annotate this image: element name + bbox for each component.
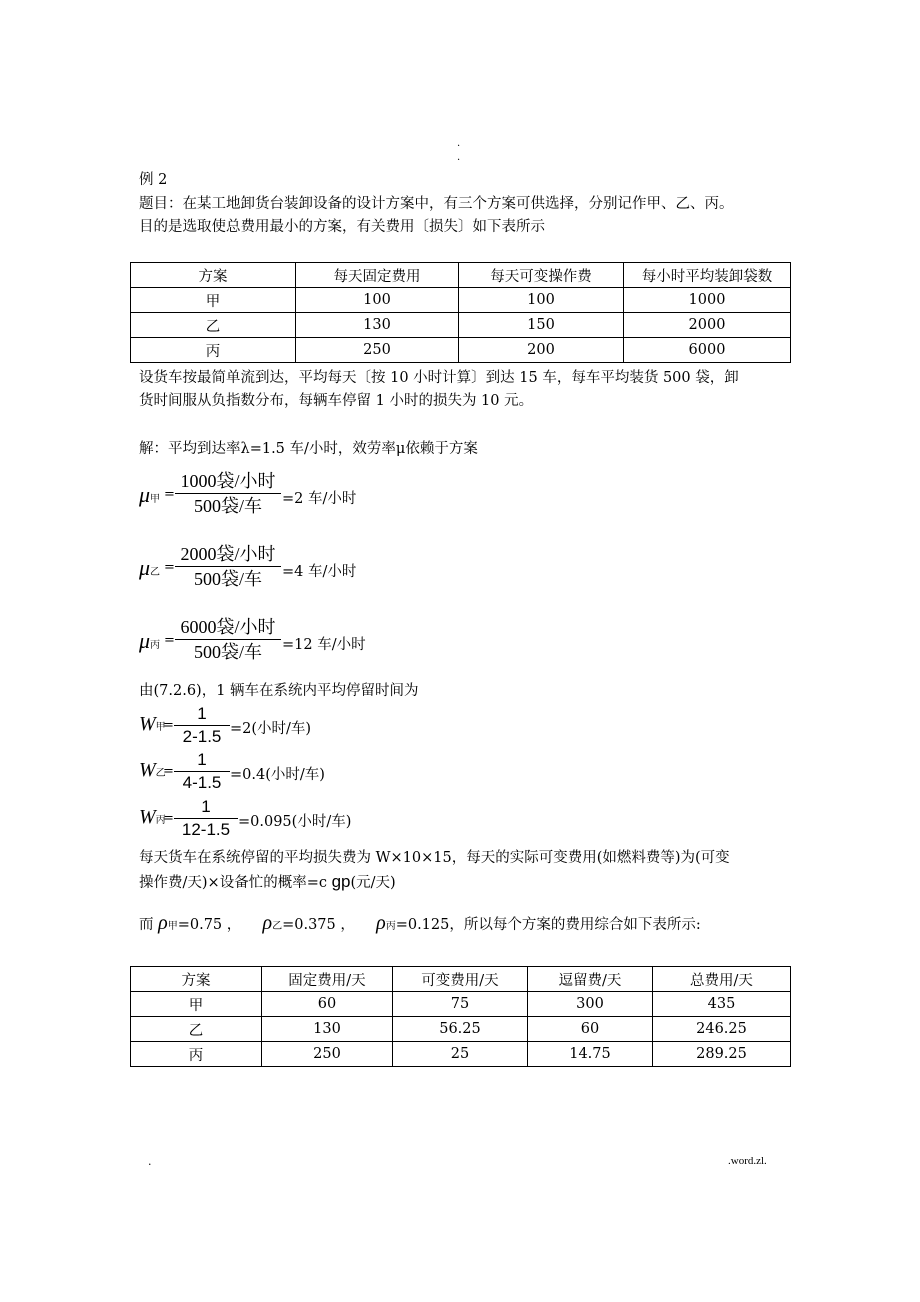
table-cell: 130 [262,1017,393,1042]
table-cell: 丙 [131,338,296,363]
mu-formula-jia: μ甲 = 1000袋/小时 500袋/车 =2 车/小时 [139,471,357,516]
table-cell: 1000 [624,288,791,313]
table-cell: 150 [459,313,624,338]
table-cell: 乙 [131,1017,262,1042]
header-dot: . [457,138,461,149]
table-header: 逗留费/天 [528,967,653,992]
table-cell: 289.25 [653,1042,791,1067]
mu-fraction: 1000袋/小时 500袋/车 [175,470,281,517]
table-cell: 250 [262,1042,393,1067]
table-header: 方案 [131,263,296,288]
rho-line: 而 ρ甲=0.75 ， ρ乙=0.375 ， ρ丙=0.125，所以每个方案的费用综合如下表所示: [139,912,701,934]
table-cell: 56.25 [393,1017,528,1042]
w-fraction: 1 4-1.5 [174,750,230,793]
mu-symbol: μ乙 [139,555,161,580]
w-result: =0.095(小时/车) [238,814,352,830]
w-symbol: W甲 [139,713,166,735]
mu-result: =12 车/小时 [282,637,366,653]
rho-symbol: ρ [376,912,386,934]
table-cell: 6000 [624,338,791,363]
cost-table [130,262,791,363]
w-fraction: 1 12-1.5 [174,797,238,840]
table-cell: 25 [393,1042,528,1067]
mu-symbol: μ丙 [139,628,161,653]
table-cell: 75 [393,992,528,1017]
table-cell: 甲 [131,288,296,313]
assumption-line-2: 货时间服从负指数分布，每辆车停留 1 小时的损失为 10 元。 [139,393,534,409]
problem-line-2: 目的是选取使总费用最小的方案，有关费用〔损失〕如下表所示 [139,219,545,235]
table-cell: 250 [296,338,459,363]
footer-left: . [148,1155,152,1168]
mu-formula-yi: μ乙 = 2000袋/小时 500袋/车 =4 车/小时 [139,544,357,589]
table-cell: 200 [459,338,624,363]
rho-symbol: ρ [158,912,168,934]
rho-symbol: ρ [262,912,273,934]
w-result: =0.4(小时/车) [230,767,325,783]
header-dot: . [457,152,461,163]
w-result: =2(小时/车) [230,721,312,737]
w-formula-yi: W乙 = 1 4-1.5 =0.4(小时/车) [139,750,325,792]
table-cell: 60 [262,992,393,1017]
w-intro: 由(7.2.6)，1 辆车在系统内平均停留时间为 [139,683,419,699]
problem-line-1: 题目：在某工地卸货台装卸设备的设计方案中，有三个方案可供选择，分别记作甲、乙、丙。 [139,196,734,212]
table-header-row [131,967,791,992]
mu-result: =2 车/小时 [282,491,357,507]
example-label: 例 2 [139,172,168,188]
table-cell: 甲 [131,992,262,1017]
mu-symbol: μ甲 [139,482,161,507]
table-cell: 60 [528,1017,653,1042]
table-row [131,1017,791,1042]
table-cell: 100 [296,288,459,313]
table-header: 每小时平均装卸袋数 [624,263,791,288]
table-cell: 246.25 [653,1017,791,1042]
cost-text-line-2: 操作费/天)×设备忙的概率=c gp(元/天) [139,872,396,891]
table-row [131,992,791,1017]
solution-intro: 解：平均到达率λ=1.5 车/小时，效劳率μ依赖于方案 [139,441,478,457]
table-cell: 丙 [131,1042,262,1067]
table-cell: 乙 [131,313,296,338]
table-cell: 2000 [624,313,791,338]
table-header: 每天可变操作费 [459,263,624,288]
table-header: 方案 [131,967,262,992]
mu-fraction: 2000袋/小时 500袋/车 [175,543,281,590]
w-symbol: W乙 [139,759,166,781]
cost-text-line-1: 每天货车在系统停留的平均损失费为 W×10×15，每天的实际可变费用(如燃料费等)为(可变 [139,850,730,866]
summary-table [130,966,791,1067]
table-cell: 435 [653,992,791,1017]
w-fraction: 1 2-1.5 [174,704,230,747]
w-formula-jia: W甲 = 1 2-1.5 =2(小时/车) [139,704,312,746]
footer-right: .word.zl. [728,1155,767,1167]
table-row [131,288,791,313]
w-symbol: W丙 [139,806,166,828]
table-header: 每天固定费用 [296,263,459,288]
mu-fraction: 6000袋/小时 500袋/车 [175,616,281,663]
table-cell: 130 [296,313,459,338]
table-header: 总费用/天 [653,967,791,992]
table-header: 固定费用/天 [262,967,393,992]
assumption-line-1: 设货车按最简单流到达，平均每天〔按 10 小时计算〕到达 15 车，每车平均装货 500 袋，卸 [139,370,739,386]
w-formula-bing: W丙 = 1 12-1.5 =0.095(小时/车) [139,797,352,839]
table-cell: 100 [459,288,624,313]
table-cell: 14.75 [528,1042,653,1067]
table-header-row [131,263,791,288]
table-header: 可变费用/天 [393,967,528,992]
table-row [131,1042,791,1067]
mu-formula-bing: μ丙 = 6000袋/小时 500袋/车 =12 车/小时 [139,617,366,662]
mu-result: =4 车/小时 [282,564,357,580]
table-row [131,313,791,338]
table-cell: 300 [528,992,653,1017]
table-row [131,338,791,363]
